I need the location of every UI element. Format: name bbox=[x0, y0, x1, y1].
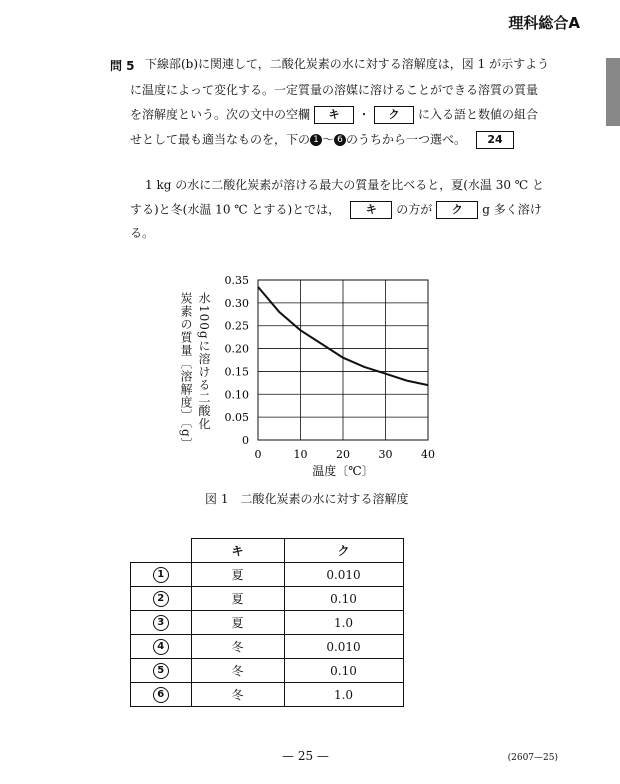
answer-choices-table bbox=[130, 538, 404, 707]
chart-y-tick-label: 0.10 bbox=[224, 388, 249, 402]
blank-ku-box: ク bbox=[374, 106, 414, 124]
choice-number-cell bbox=[131, 587, 192, 611]
question-line-2: に温度によって変化する。一定質量の溶媒に溶けることができる溶質の質量 bbox=[130, 83, 539, 97]
passage-line-2-before: する)と冬(水温 10 ℃ とする)とでは， bbox=[130, 202, 341, 217]
table-row bbox=[131, 683, 404, 707]
chart-y-tick-label: 0.20 bbox=[224, 342, 249, 356]
table-corner-cell bbox=[131, 539, 192, 563]
chart-x-tick-label: 40 bbox=[421, 448, 435, 461]
range-end-number: 6 bbox=[334, 134, 346, 146]
choice-number: 2 bbox=[153, 591, 169, 607]
chart-y-tick-label: 0.05 bbox=[224, 411, 249, 425]
side-tab-marker bbox=[606, 58, 620, 126]
chart-grid bbox=[258, 280, 428, 440]
question-label: 問 5 bbox=[110, 59, 135, 73]
choice-number-cell bbox=[131, 659, 192, 683]
blank-separator: ・ bbox=[358, 107, 371, 122]
choice-number-cell bbox=[131, 611, 192, 635]
question-line-3-before: を溶解度という。次の文中の空欄 bbox=[130, 107, 311, 122]
passage-line-2-mid: の方が bbox=[396, 202, 433, 217]
table-row bbox=[131, 659, 404, 683]
question-line-4 bbox=[130, 131, 518, 149]
passage-line-3: る。 bbox=[130, 226, 155, 240]
passage-blank-ku-box: ク bbox=[436, 201, 478, 219]
question-line-4-before: せとして最も適当なものを，下の bbox=[130, 132, 311, 147]
table-row bbox=[131, 587, 404, 611]
choice-number-cell bbox=[131, 683, 192, 707]
table-row bbox=[131, 611, 404, 635]
chart-x-axis-label: 温度〔℃〕 bbox=[312, 464, 374, 478]
chart-x-ticks bbox=[255, 448, 436, 461]
answer-choices-body bbox=[131, 563, 404, 707]
choice-number: 4 bbox=[153, 639, 169, 655]
blank-ki-box: キ bbox=[314, 106, 354, 124]
choice-number: 6 bbox=[153, 687, 169, 703]
question-line-3-after: に入る語と数値の組合 bbox=[418, 107, 539, 122]
column-header-ku: ク bbox=[284, 539, 403, 563]
choice-ku-cell: 0.010 bbox=[284, 563, 403, 587]
passage-line-2-after: g 多く溶け bbox=[482, 202, 542, 217]
range-start-number: 1 bbox=[310, 134, 322, 146]
choice-number: 5 bbox=[153, 663, 169, 679]
footer-code: (2607—25) bbox=[507, 753, 558, 763]
chart-y-ticks bbox=[225, 274, 250, 447]
chart-x-tick-label: 0 bbox=[254, 448, 262, 461]
chart-y-axis-label-col-2: 炭素の質量〔溶解度〕〔g〕 bbox=[179, 292, 193, 451]
figure-caption: 図 1 二酸化炭素の水に対する溶解度 bbox=[205, 492, 409, 506]
choice-ku-cell: 0.10 bbox=[284, 659, 403, 683]
chart-y-axis-label-col-1: 水100gに溶ける二酸化 bbox=[197, 292, 211, 431]
chart-x-tick-label: 30 bbox=[378, 448, 393, 461]
chart-x-tick-label: 20 bbox=[336, 448, 350, 461]
choice-ki-cell: 夏 bbox=[191, 611, 284, 635]
choice-ku-cell: 0.10 bbox=[284, 587, 403, 611]
choice-ki-cell: 冬 bbox=[191, 659, 284, 683]
choice-number: 1 bbox=[153, 567, 169, 583]
chart-x-tick-label: 10 bbox=[293, 448, 308, 461]
question-line-4-after: のうちから一つ選べ。 bbox=[346, 132, 467, 147]
choice-ki-cell: 冬 bbox=[191, 683, 284, 707]
choice-ku-cell: 1.0 bbox=[284, 611, 403, 635]
choice-number-cell bbox=[131, 563, 192, 587]
column-header-ki: キ bbox=[191, 539, 284, 563]
choice-ki-cell: 冬 bbox=[191, 635, 284, 659]
range-tilde: 〜 bbox=[322, 132, 335, 147]
passage-line-1: 1 kg の水に二酸化炭素が溶ける最大の質量を比べると，夏(水温 30 ℃ と bbox=[145, 178, 545, 192]
chart-y-tick-label: 0 bbox=[242, 434, 249, 447]
question-line-3 bbox=[130, 106, 538, 124]
table-row bbox=[131, 635, 404, 659]
passage-blank-ki-box: キ bbox=[350, 201, 392, 219]
choice-ki-cell: 夏 bbox=[191, 563, 284, 587]
page-header-title: 理科総合A bbox=[508, 14, 580, 32]
question-line-1: 下線部(b)に関連して，二酸化炭素の水に対する溶解度は，図 1 が示すよう bbox=[145, 57, 550, 71]
answer-number-box: 24 bbox=[476, 131, 514, 149]
choice-number-cell bbox=[131, 635, 192, 659]
solubility-chart bbox=[150, 262, 450, 487]
choice-ku-cell: 0.010 bbox=[284, 635, 403, 659]
choice-ku-cell: 1.0 bbox=[284, 683, 403, 707]
table-row bbox=[131, 563, 404, 587]
chart-y-tick-label: 0.15 bbox=[224, 365, 249, 379]
table-header-row bbox=[131, 539, 404, 563]
footer-page-number: — 25 — bbox=[282, 749, 329, 763]
passage-line-2 bbox=[130, 201, 542, 219]
chart-y-tick-label: 0.25 bbox=[224, 319, 249, 333]
chart-y-tick-label: 0.30 bbox=[224, 296, 249, 310]
chart-y-tick-label: 0.35 bbox=[224, 274, 249, 287]
choice-number: 3 bbox=[153, 615, 169, 631]
choice-ki-cell: 夏 bbox=[191, 587, 284, 611]
